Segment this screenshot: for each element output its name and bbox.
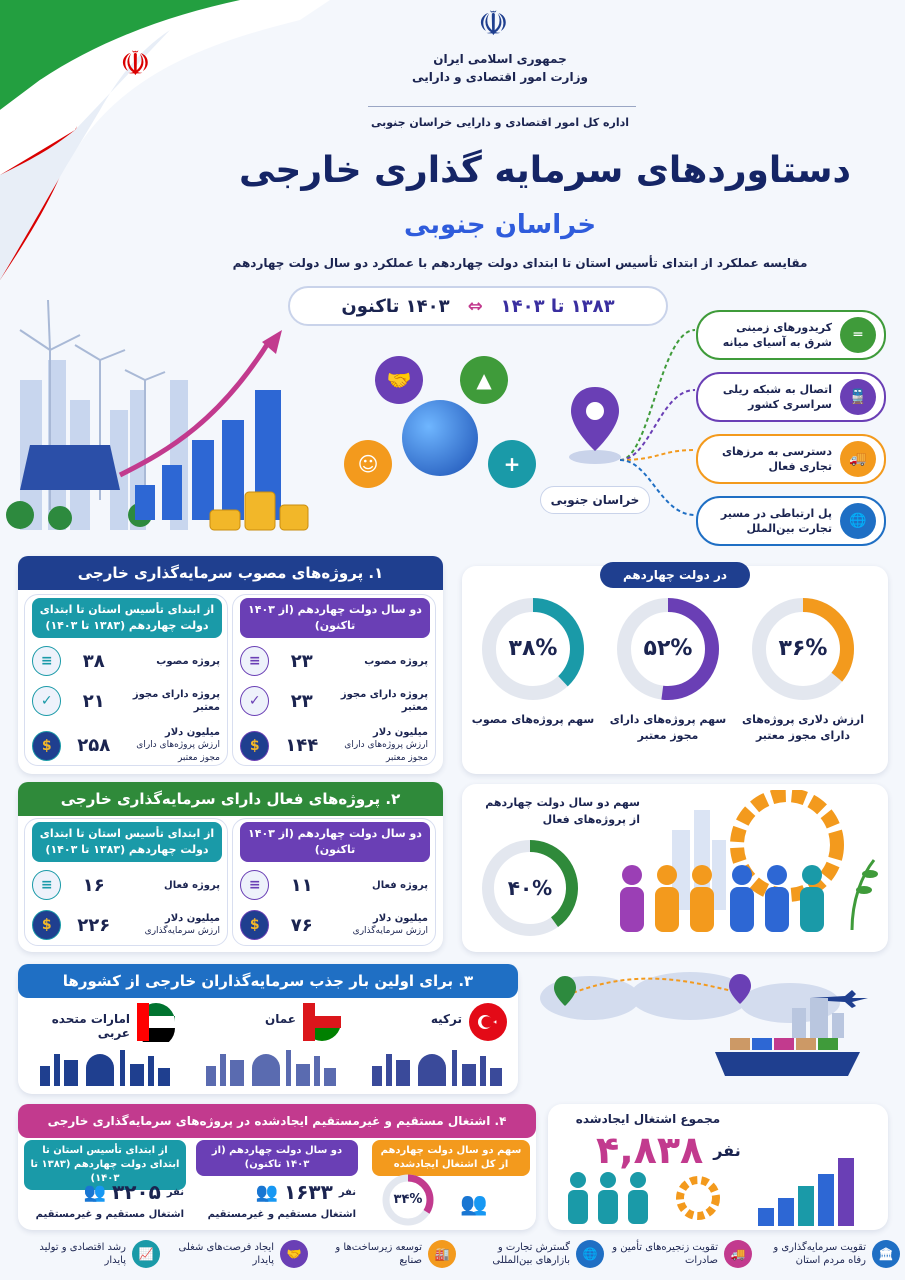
globe-icon: 🌐	[840, 503, 876, 539]
emblem-icon-top: ☫	[478, 4, 509, 44]
people-icon: 👥	[255, 1181, 278, 1203]
advantage-text: کریدورهای زمینی شرق به آسیای میانه	[722, 321, 832, 349]
growth-illustration	[0, 260, 330, 540]
advantage-text: دسترسی به مرزهای تجاری فعال	[721, 445, 832, 473]
jobs-unit-mid: نفر	[338, 1186, 356, 1198]
document-icon: ≡	[240, 646, 269, 676]
stat-row	[32, 646, 220, 676]
stat-label: پروژه فعال	[164, 879, 220, 891]
advantage-text: پل ارتباطی در مسیر تجارت بین‌الملل	[720, 507, 832, 535]
advantage-connectors	[620, 320, 700, 530]
section2-right-head: دو سال دولت چهاردهم (از ۱۴۰۳ تاکنون)	[240, 822, 430, 862]
stat-value: ۱۴۴	[285, 735, 319, 756]
page-description: مقایسه عملکرد از ابتدای تأسیس استان تا ابتدای دولت چهاردهم با عملکرد دو سال دولت چهاردهم	[232, 256, 808, 270]
stat-value: ۲۵۸	[77, 735, 111, 756]
page-title: دستاوردهای سرمایه گذاری خارجی	[238, 150, 852, 191]
stat-value: ۲۲۶	[77, 914, 111, 936]
add-user-icon: +	[488, 440, 536, 488]
stat-label: میلیون دلار	[372, 913, 428, 924]
period-a: ۱۳۸۳ تا ۱۴۰۳	[500, 295, 615, 317]
stat-sublabel: ارزش سرمایه‌گذاری	[352, 926, 428, 936]
share-donut-label: ارزش دلاری پروژه‌های دارای مجوز معتبر	[742, 713, 864, 742]
benefit-item	[316, 1240, 456, 1268]
section4-mid-value-row	[206, 1180, 356, 1204]
total-jobs-unit: نفر	[713, 1140, 741, 1160]
emblem-icon: ☫	[120, 44, 151, 84]
stat-value: ۲۱	[82, 690, 105, 712]
document-icon: ≡	[240, 870, 269, 900]
section1-right-head: دو سال دولت چهاردهم (از ۱۴۰۳ تاکنون)	[240, 598, 430, 638]
stat-row	[240, 686, 428, 716]
share-donut-label: سهم پروژه‌های دارای مجوز معتبر	[609, 713, 727, 742]
active-share-title: سهم دو سال دولت چهاردهم از پروژه‌های فعال	[485, 796, 640, 826]
total-jobs-illustration	[558, 1140, 884, 1228]
document-icon: ≡	[32, 646, 61, 676]
benefit-item	[464, 1240, 604, 1268]
compare-arrow-icon: ⇔	[467, 295, 483, 317]
country-flag-icon	[136, 1002, 176, 1042]
benefit-item	[168, 1240, 308, 1268]
truck-icon: 🚚	[840, 441, 876, 477]
stat-label: پروژه دارای مجوز معتبر	[340, 689, 428, 713]
stat-label: پروژه فعال	[372, 879, 428, 891]
jobs-share-value: ۳۴%	[393, 1192, 423, 1207]
stat-sublabel: ارزش پروژه‌های دارای مجوز معتبر	[344, 740, 428, 763]
section3-title: ۳. برای اولین بار جذب سرمایه‌گذاران خارجی از کشورها	[18, 964, 518, 998]
country-name: جمهوری اسلامی ایران	[433, 52, 567, 66]
stat-value: ۲۳	[290, 650, 313, 672]
jobs-left-label: اشتغال مستقیم و غیرمستقیم	[35, 1209, 184, 1220]
stat-value: ۱۱	[290, 874, 313, 896]
road-icon: ═	[840, 317, 876, 353]
stat-label: پروژه مصوب	[156, 655, 220, 667]
team-icon: ☺	[344, 440, 392, 488]
advantage-item	[696, 310, 886, 360]
stat-value: ۲۳	[290, 690, 313, 712]
benefit-text: توسعه زیرساخت‌ها و صنایع	[335, 1242, 422, 1266]
stat-row	[32, 726, 220, 765]
handshake-icon: 🤝	[375, 356, 423, 404]
people-icon: 👥	[83, 1181, 106, 1203]
country-flag-icon	[468, 1002, 508, 1042]
share-title: در دولت چهاردهم	[600, 562, 750, 588]
section4-left-head: از ابتدای تأسیس استان تا ابتدای دولت چهاردهم (۱۳۸۳ تا ۱۴۰۳)	[24, 1140, 186, 1190]
jobs-mid-label: اشتغال مستقیم و غیرمستقیم	[207, 1209, 356, 1220]
location-pin-icon	[565, 385, 625, 465]
document-icon: ≡	[32, 870, 61, 900]
globe-illustration	[402, 400, 478, 476]
train-icon: 🚆	[840, 379, 876, 415]
section4-title: ۴. اشتغال مستقیم و غیرمستقیم ایجادشده در پروژه‌های سرمایه‌گذاری خارجی	[18, 1104, 536, 1138]
period-b: ۱۴۰۳ تاکنون	[341, 295, 450, 317]
stat-row	[32, 910, 220, 940]
benefit-item	[760, 1240, 900, 1268]
header-divider	[368, 106, 636, 107]
office-name: اداره کل امور اقتصادی و دارایی خراسان جنوبی	[370, 116, 630, 129]
stat-label: میلیون دلار	[164, 727, 220, 738]
stat-label: میلیون دلار	[372, 727, 428, 738]
jobs-left-value: ۳۲۰۵	[111, 1180, 161, 1204]
section4-mid-head: دو سال دولت چهاردهم (از ۱۴۰۳ تاکنون)	[196, 1140, 358, 1176]
stat-value: ۳۸	[82, 650, 105, 672]
badge-icon: ✓	[32, 686, 61, 716]
jobs-mid-value: ۱۶۳۳	[283, 1180, 333, 1204]
bank-icon: 🏛	[872, 1240, 900, 1268]
advantage-item	[696, 434, 886, 484]
chart-icon: 📈	[132, 1240, 160, 1268]
truck-icon: 🚚	[724, 1240, 752, 1268]
stat-row	[240, 870, 428, 900]
dollar-icon: $	[32, 910, 61, 940]
dollar-icon: $	[32, 731, 61, 761]
ministry-name: وزارت امور اقتصادی و دارایی	[412, 70, 588, 84]
stat-row	[240, 726, 428, 765]
skyline-illustration	[196, 1046, 346, 1086]
active-share-value: ۴۰%	[507, 876, 553, 900]
country-name: ترکیه	[430, 1012, 462, 1026]
benefit-text: رشد اقتصادی و تولید پایدار	[39, 1242, 126, 1266]
country-flag-icon	[302, 1002, 342, 1042]
stat-sublabel: ارزش سرمایه‌گذاری	[144, 926, 220, 936]
benefit-text: ایجاد فرصت‌های شغلی پایدار	[178, 1242, 274, 1266]
map-center-label: خراسان جنوبی	[540, 486, 650, 514]
total-jobs-title: مجموع اشتغال ایجادشده	[575, 1112, 721, 1126]
benefit-item	[20, 1240, 160, 1268]
stat-label: میلیون دلار	[164, 913, 220, 924]
benefit-text: تقویت زنجیره‌های تأمین و صادرات	[612, 1242, 718, 1266]
page-subtitle: خراسان جنوبی	[403, 210, 597, 240]
stat-value: ۱۶	[82, 874, 105, 896]
period-pill	[288, 286, 668, 326]
dollar-icon: $	[240, 731, 269, 761]
growth-chart-icon: ▲	[460, 356, 508, 404]
people-icon: 👥	[460, 1192, 488, 1217]
benefit-text: تقویت سرمایه‌گذاری و رفاه مردم استان	[773, 1242, 866, 1266]
advantage-text: اتصال به شبکه ریلی سراسری کشور	[722, 383, 832, 411]
section1-title: ۱. پروژه‌های مصوب سرمایه‌گذاری خارجی	[18, 556, 443, 590]
country-name: عمان	[265, 1012, 296, 1026]
benefit-item	[612, 1240, 752, 1268]
country-card	[360, 1002, 514, 1088]
dollar-icon: $	[240, 910, 269, 940]
country-name: امارات متحده عربی	[51, 1012, 130, 1040]
stat-label: پروژه مصوب	[364, 655, 428, 667]
globe-icon: 🌐	[576, 1240, 604, 1268]
badge-icon: ✓	[240, 686, 269, 716]
country-card	[28, 1002, 182, 1088]
section2-left-head: از ابتدای تأسیس استان تا ابتدای دولت چهاردهم (۱۳۸۳ تا ۱۴۰۳)	[32, 822, 222, 862]
team-gear-illustration	[612, 790, 882, 945]
world-map-illustration	[530, 968, 888, 1094]
share-donut-value: ۳۶%	[778, 636, 828, 661]
section4-left-value-row	[34, 1180, 184, 1204]
stat-row	[240, 646, 428, 676]
stat-row	[240, 910, 428, 940]
country-card	[194, 1002, 348, 1088]
stat-sublabel: ارزش پروژه‌های دارای مجوز معتبر	[136, 740, 220, 763]
advantage-item	[696, 496, 886, 546]
benefit-text: گسترش تجارت و بازارهای بین‌المللی	[492, 1242, 570, 1266]
share-donut-value: ۵۲%	[643, 636, 693, 661]
stat-label: پروژه دارای مجوز معتبر	[132, 689, 220, 713]
skyline-illustration	[362, 1046, 512, 1086]
factory-icon: 🏭	[428, 1240, 456, 1268]
advantage-item	[696, 372, 886, 422]
share-donut-value: ۳۸%	[508, 636, 558, 661]
section2-title: ۲. پروژه‌های فعال دارای سرمایه‌گذاری خارجی	[18, 782, 443, 816]
jobs-unit: نفر	[166, 1186, 184, 1198]
stat-value: ۷۶	[290, 914, 313, 936]
total-jobs-value: ۴,۸۳۸	[596, 1128, 704, 1172]
stat-row	[32, 870, 220, 900]
section4-share-head: سهم دو سال دولت چهاردهم از کل اشتغال ایجادشده	[372, 1140, 530, 1176]
section1-left-head: از ابتدای تأسیس استان تا ابتدای دولت چهاردهم (۱۳۸۳ تا ۱۴۰۳)	[32, 598, 222, 638]
stat-row	[32, 686, 220, 716]
handshake-icon: 🤝	[280, 1240, 308, 1268]
skyline-illustration	[30, 1046, 180, 1086]
iran-flag-graphic	[0, 0, 330, 285]
share-donut-label: سهم پروژه‌های مصوب	[471, 713, 595, 726]
